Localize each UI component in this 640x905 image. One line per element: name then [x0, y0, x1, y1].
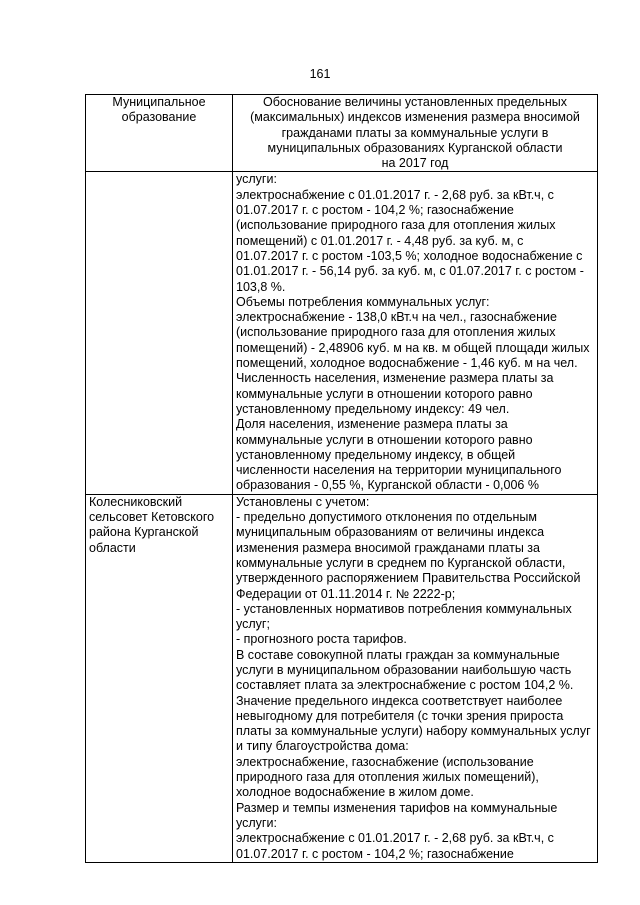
municipality-cell: [86, 172, 233, 494]
tariff-justification-table: [85, 94, 598, 863]
justification-cell: Установлены с учетом: - предельно допустимого отклонения по отдельным муниципальным образованиям от величины индекса изменения размера вносимой гражданами платы за коммунальные услуги в среднем по Курганской области, утвержденного распоряжением Правительства Российской Федерации от 01.11.2014 г. № 2222-р; - установленных нормативов потребления коммунальных услуг; - прогнозного роста тарифов. В составе совокупной платы граждан за коммунальные услуги в муниципальном образовании наибольшую часть составляет плата за электроснабжение с ростом 104,2 %. Значение предельного индекса соответствует наиболее невыгодному для потребителя (с точки зрения прироста платы за коммунальные услуги) набору коммунальных услуг и типу благоустройства дома: электроснабжение, газоснабжение (использование природного газа для отопления жилых помещений), холодное водоснабжение в жилом доме. Размер и темпы изменения тарифов на коммунальные услуги: электроснабжение с 01.01.2017 г. - 2,68 руб. за кВт.ч, с 01.07.2017 г. с ростом - 104,2 %; газоснабжение: [233, 494, 598, 862]
table-row: [86, 494, 598, 862]
page-number: 161: [309, 67, 331, 81]
table-header-row: [86, 95, 598, 172]
municipality-cell: Колесниковский сельсовет Кетовского района Курганской области: [86, 494, 233, 862]
header-municipality: Муниципальное образование: [86, 95, 233, 172]
justification-cell: услуги: электроснабжение с 01.01.2017 г. - 2,68 руб. за кВт.ч, с 01.07.2017 г. с ростом - 104,2 %; газоснабжение (использование природного газа для отопления жилых помещений) с 01.01.2017 г. - 4,48 руб. за куб. м, с 01.07.2017 г. с ростом -103,5 %; холодное водоснабжение с 01.01.2017 г. - 56,14 руб. за куб. м, с 01.07.2017 г. с ростом - 103,8 %. Объемы потребления коммунальных услуг: электроснабжение - 138,0 кВт.ч на чел., газоснабжение (использование природного газа для отопления жилых помещений) - 2,48906 куб. м на кв. м общей площади жилых помещений, холодное водоснабжение - 1,46 куб. м на чел. Численность населения, изменение размера платы за коммунальные услуги в отношении которого равно установленному предельному индексу: 49 чел. Доля населения, изменение размера платы за коммунальные услуги в отношении которого равно установленному предельному индексу, в общей численности населения на территории муниципального образования - 0,55 %, Курганской области - 0,006 %: [233, 172, 598, 494]
table-row: [86, 172, 598, 494]
header-justification: Обоснование величины установленных предельных (максимальных) индексов изменения размера вносимой гражданами платы за коммунальные услуги в муниципальных образованиях Курганской области на 2017 год: [233, 95, 598, 172]
